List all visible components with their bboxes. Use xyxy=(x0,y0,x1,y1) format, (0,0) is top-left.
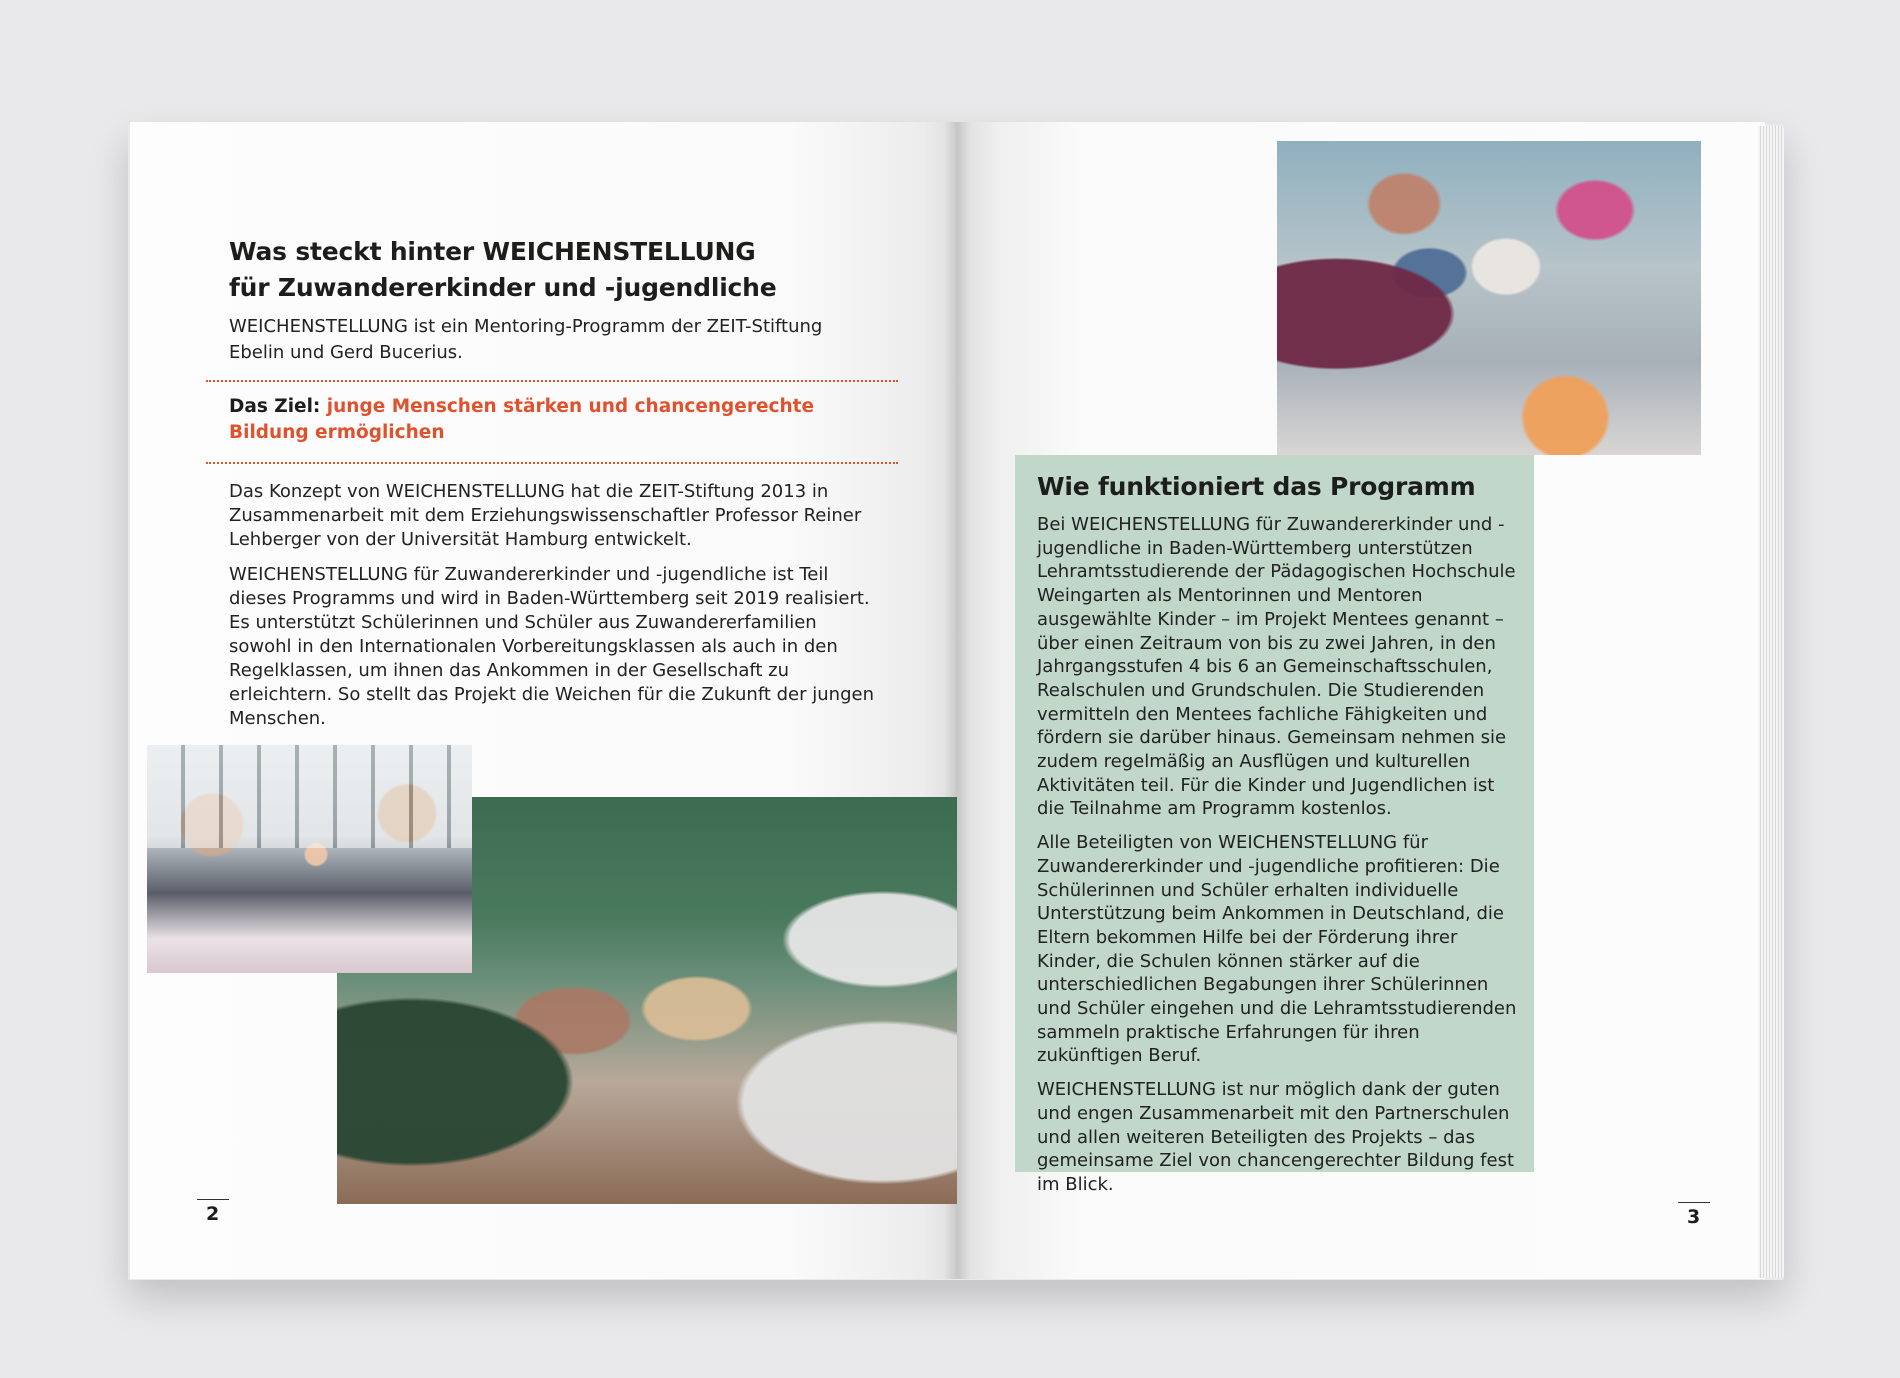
right-body xyxy=(1037,513,1517,1207)
left-body xyxy=(229,480,879,742)
left-paragraph: WEICHENSTELLUNG für Zuwandererkinder und -jugendliche ist Teil dieses Programms und wird in Baden-Württemberg seit 2019 realisiert. Es unterstützt Schülerinnen und Schüler aus Zuwandererfamilien sowohl in den Internationalen Vorbereitungsklassen als auch in den Regelklassen, um ihnen das Ankommen in der Gesellschaft zu erleichtern. So stellt das Projekt die Weichen für die Zukunft der jungen Menschen. xyxy=(229,564,874,729)
left-heading: Was steckt hinter WEICHENSTELLUNG für Zuwandererkinder und -jugendliche xyxy=(229,237,777,302)
dotted-divider-top xyxy=(206,380,898,382)
goal-statement xyxy=(229,394,879,446)
right-paragraph: Alle Beteiligten von WEICHENSTELLUNG für Zuwandererkinder und -jugendliche profitieren: Die Schülerinnen und Schüler erhalten individuelle Unterstützung beim Ankommen in Deutschland, die Eltern bekommen Hilfe bei der Förderung ihrer Kinder, die Schulen können stärker auf die unterschiedlichen Begabungen ihrer Schülerinnen und Schüler eingehen und die Lehramtsstudierenden sammeln praktische Erfahrungen für ihren zukünftigen Beruf. xyxy=(1037,832,1517,1067)
children-reading-photo xyxy=(1277,141,1701,455)
page-number-left: 2 xyxy=(206,1203,220,1225)
page-number-rule-left xyxy=(197,1199,229,1200)
goal-text: junge Menschen stärken und chancengerechte Bildung ermöglichen xyxy=(229,396,815,443)
page-number-rule-right xyxy=(1678,1202,1710,1203)
right-heading: Wie funktioniert das Programm xyxy=(1037,472,1476,501)
intro-text: WEICHENSTELLUNG ist ein Mentoring-Programm der ZEIT-Stiftung Ebelin und Gerd Bucerius. xyxy=(229,316,823,363)
dotted-divider-bottom xyxy=(206,462,898,464)
page-edges xyxy=(1758,126,1784,1278)
mentoring-meeting-photo xyxy=(147,745,472,973)
goal-label: Das Ziel: xyxy=(229,396,327,417)
left-paragraph: Das Konzept von WEICHENSTELLUNG hat die ZEIT-Stiftung 2013 in Zusammenarbeit mit dem Erziehungswissenschaftler Professor Reiner Lehberger von der Universität Hamburg entwickelt. xyxy=(229,481,862,550)
page-number-right: 3 xyxy=(1687,1206,1701,1228)
right-paragraph: Bei WEICHENSTELLUNG für Zuwandererkinder und -jugendliche in Baden-Württemberg unterstützen Lehramtsstudierende der Pädagogischen Hochschule Weingarten als Mentorinnen und Mentoren ausgewählte Kinder – im Projekt Mentees genannt – über einen Zeitraum von bis zu zwei Jahren, in den Jahrgangsstufen 4 bis 6 an Gemeinschaftsschulen, Realschulen und Grundschulen. Die Studierenden vermitteln den Mentees fachliche Fähigkeiten und fördern sie darüber hinaus. Gemeinsam nehmen sie zudem regelmäßig an Ausflügen und kulturellen Aktivitäten teil. Für die Kinder und Jugendlichen ist die Teilnahme am Programm kostenlos. xyxy=(1037,514,1516,820)
right-paragraph: WEICHENSTELLUNG ist nur möglich dank der guten und engen Zusammenarbeit mit den Partnerschulen und allen weiteren Beteiligten des Projekts – das gemeinsame Ziel von chancengerechter Bildung fest im Blick. xyxy=(1037,1079,1515,1195)
